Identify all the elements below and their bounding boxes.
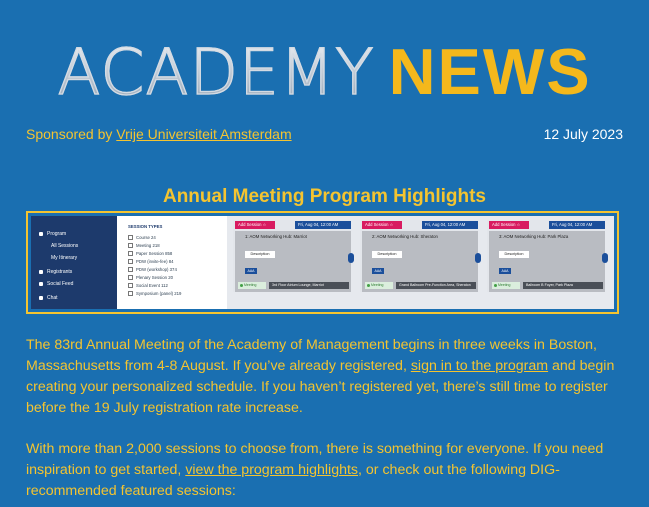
nav-my-itinerary: My Itinerary bbox=[51, 255, 78, 261]
nav-social-feed: Social Feed bbox=[39, 280, 73, 288]
masthead-news: NEWS bbox=[388, 35, 592, 108]
screenshot-nav bbox=[31, 216, 117, 309]
session-card bbox=[360, 220, 478, 292]
session-date: Fri, Aug 04, 12:00 AM bbox=[422, 221, 478, 229]
session-desc: Description bbox=[372, 251, 402, 258]
session-desc: Description bbox=[245, 251, 275, 258]
session-tag: AAA bbox=[499, 268, 511, 274]
session-card bbox=[487, 220, 605, 292]
nav-all-sessions: All Sessions bbox=[51, 243, 79, 249]
sign-in-link[interactable]: sign in to the program bbox=[410, 358, 549, 374]
filter-item: Paper Session 858 bbox=[128, 251, 172, 256]
issue-date: 12 July 2023 bbox=[543, 126, 623, 142]
sessions-paragraph: With more than 2,000 sessions to choose from, there is something for everyone. If you need inspiration to get started, view the program highlights, or check out the following DIG-recommended featured sessions: bbox=[26, 441, 604, 499]
sponsor-row bbox=[26, 126, 623, 142]
session-date: Fri, Aug 04, 12:00 AM bbox=[295, 221, 351, 229]
nav-registrants: Registrants bbox=[39, 268, 72, 276]
person-icon bbox=[39, 270, 43, 274]
card-edge-tab bbox=[602, 253, 608, 263]
masthead bbox=[0, 34, 649, 114]
session-date: Fri, Aug 04, 12:00 AM bbox=[549, 221, 605, 229]
chat-icon bbox=[39, 296, 43, 300]
session-title: 1: AOM Networking Hub: Marriot bbox=[245, 234, 307, 239]
add-session-label: Add Session ☆ bbox=[235, 221, 275, 229]
filter-item: Meeting 218 bbox=[128, 243, 160, 248]
screenshot-filter bbox=[119, 216, 225, 309]
program-highlights-link[interactable]: view the program highlights bbox=[185, 462, 359, 478]
session-status: Meeting bbox=[238, 282, 266, 289]
section-title: Annual Meeting Program Highlights bbox=[162, 186, 486, 207]
feed-icon bbox=[39, 282, 43, 286]
add-session-label: Add Session ☆ bbox=[489, 221, 529, 229]
screenshot-content bbox=[31, 216, 614, 309]
filter-item: PDW (workshop) 374 bbox=[128, 267, 177, 272]
session-card bbox=[233, 220, 351, 292]
session-title: 3: AOM Networking Hub: Park Plaza bbox=[499, 234, 569, 239]
filter-item: Course 24 bbox=[128, 235, 156, 240]
session-location: 3rd Floor Atrium Lounge, Marriot bbox=[269, 282, 349, 289]
session-tag: AAA bbox=[245, 268, 257, 274]
session-location: Ballroom B Foyer, Park Plaza bbox=[523, 282, 603, 289]
nav-chat: Chat bbox=[39, 294, 58, 302]
session-status: Meeting bbox=[492, 282, 520, 289]
screenshot-cards bbox=[227, 216, 614, 309]
session-status: Meeting bbox=[365, 282, 393, 289]
masthead-academy: ACADEMY bbox=[57, 36, 375, 109]
filter-item: PDW (invite-fee) 84 bbox=[128, 259, 174, 264]
filter-title: SESSION TYPES bbox=[128, 224, 163, 229]
session-location: Grand Ballroom Pre-Function Area, Sheraton bbox=[396, 282, 476, 289]
sponsor-prefix: Sponsored by bbox=[26, 126, 117, 142]
intro-paragraph: The 83rd Annual Meeting of the Academy of Management begins in three weeks in Boston, Massachusetts from 4-8 August. If you’ve already registered, sign in to the program and begin creating your personalized schedule. If you haven’t registered yet, there’s still time to register before the 19 July registration rate increase. bbox=[26, 337, 615, 416]
program-screenshot[interactable] bbox=[26, 211, 619, 314]
nav-program: Program bbox=[39, 230, 66, 238]
sponsor-link[interactable]: Vrije Universiteit Amsterdam bbox=[116, 126, 292, 142]
filter-item: Social Event 112 bbox=[128, 283, 168, 288]
card-edge-tab bbox=[475, 253, 481, 263]
session-desc: Description bbox=[499, 251, 529, 258]
session-title: 2: AOM Networking Hub: Sheraton bbox=[372, 234, 438, 239]
filter-item: Symposium (panel) 219 bbox=[128, 291, 181, 296]
card-edge-tab bbox=[348, 253, 354, 263]
session-tag: AAA bbox=[372, 268, 384, 274]
folder-icon bbox=[39, 232, 43, 236]
filter-item: Plenary Session 20 bbox=[128, 275, 173, 280]
add-session-label: Add Session ☆ bbox=[362, 221, 402, 229]
